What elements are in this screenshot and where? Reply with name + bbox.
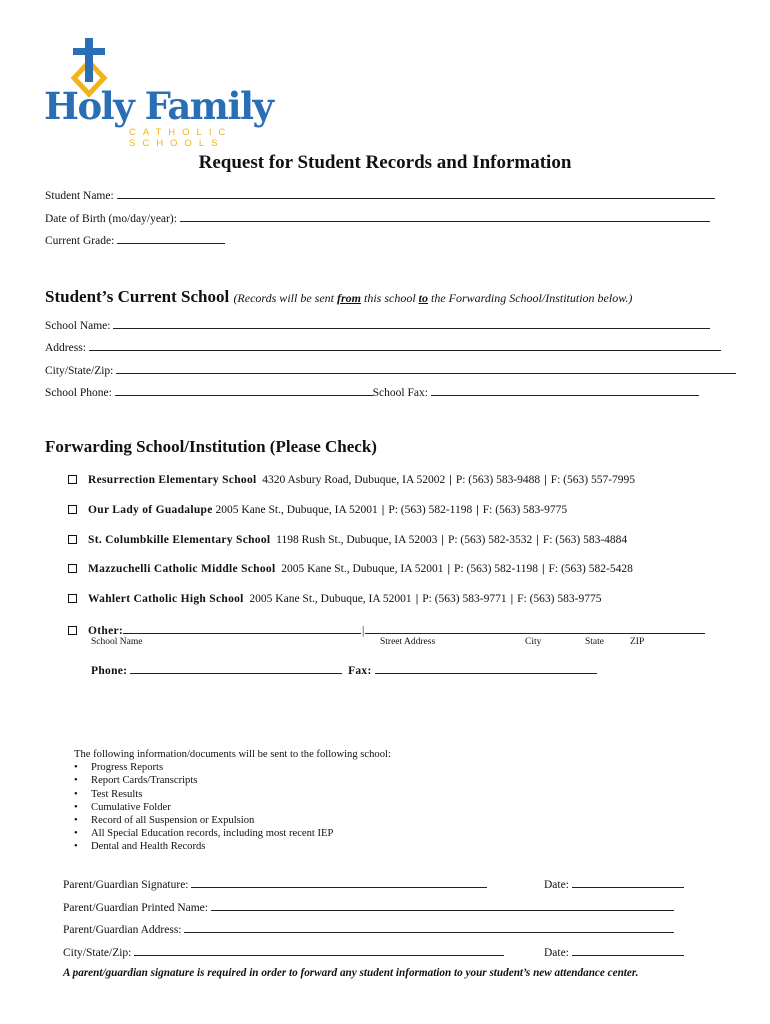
other-phone-field[interactable] — [130, 663, 342, 674]
forward-option-other[interactable]: Other: | — [68, 623, 705, 637]
checkbox[interactable] — [68, 475, 77, 484]
school-name-row — [45, 318, 710, 332]
guardian-csz-row — [63, 945, 504, 959]
dob-label: Date of Birth (mo/day/year): — [45, 213, 177, 225]
current-school-note: (Records will be sent from this school to the Forwarding School/Institution below.) — [233, 291, 633, 305]
school-address-field[interactable] — [89, 340, 721, 351]
other-fax-label: Fax: — [348, 665, 372, 677]
school-csz-row — [45, 363, 736, 377]
list-item: • Record of all Suspension or Expulsion — [74, 814, 391, 827]
school-name-field[interactable] — [113, 318, 710, 329]
forward-option[interactable]: Our Lady of Guadalupe 2005 Kane St., Dubuque, IA 52001 | P: (563) 582-1198 | F: (563) 583-9775 — [68, 504, 567, 516]
checkbox[interactable] — [68, 626, 77, 635]
documents-section — [74, 748, 391, 854]
guardian-address-label: Parent/Guardian Address: — [63, 924, 182, 936]
guardian-csz-label: City/State/Zip: — [63, 947, 132, 959]
caption-city: City — [525, 637, 542, 647]
school-phone-row — [45, 385, 699, 399]
page-title: Request for Student Records and Information — [198, 152, 572, 173]
date2-label: Date: — [544, 947, 569, 959]
school-fax-field[interactable] — [431, 385, 699, 396]
student-name-label: Student Name: — [45, 190, 114, 202]
caption-school: School Name — [91, 637, 143, 647]
documents-list — [74, 761, 391, 853]
school-csz-field[interactable] — [116, 363, 736, 374]
signature-row — [63, 877, 487, 891]
list-item: • Dental and Health Records — [74, 840, 391, 853]
current-school-heading — [45, 287, 632, 307]
date2-row — [544, 945, 684, 959]
guardian-address-row — [63, 922, 674, 936]
printed-name-row — [63, 900, 674, 914]
caption-street: Street Address — [380, 637, 436, 647]
logo — [44, 36, 334, 149]
date-row — [544, 877, 684, 891]
school-phone-field[interactable] — [115, 385, 373, 396]
grade-label: Current Grade: — [45, 235, 115, 247]
printed-name-label: Parent/Guardian Printed Name: — [63, 902, 208, 914]
school-address-row — [45, 340, 721, 354]
checkbox[interactable] — [68, 564, 77, 573]
student-name-field[interactable] — [117, 188, 715, 199]
date2-field[interactable] — [572, 945, 684, 956]
checkbox[interactable] — [68, 535, 77, 544]
forward-option[interactable]: St. Columbkille Elementary School 1198 Rush St., Dubuque, IA 52003 | P: (563) 582-3532 | F: (563) 583-4884 — [68, 534, 627, 546]
school-address-label: Address: — [45, 342, 86, 354]
forward-option[interactable]: Resurrection Elementary School 4320 Asbury Road, Dubuque, IA 52002 | P: (563) 583-9488 | F: (563) 557-7995 — [68, 474, 635, 486]
guardian-address-field[interactable] — [184, 922, 674, 933]
school-name-label: School Name: — [45, 320, 111, 332]
forwarding-heading: Forwarding School/Institution (Please Check) — [45, 437, 377, 456]
school-csz-label: City/State/Zip: — [45, 365, 114, 377]
forward-option[interactable]: Mazzuchelli Catholic Middle School 2005 Kane St., Dubuque, IA 52001 | P: (563) 582-1198 | F: (563) 582-5428 — [68, 563, 633, 575]
list-item: • Cumulative Folder — [74, 801, 391, 814]
list-item: • Test Results — [74, 788, 391, 801]
list-item: • Report Cards/Transcripts — [74, 774, 391, 787]
other-school-field[interactable] — [123, 623, 361, 634]
school-fax-label: School Fax: — [372, 387, 428, 399]
other-phone-row — [91, 663, 597, 677]
signature-field[interactable] — [191, 877, 487, 888]
list-item: • All Special Education records, including most recent IEP — [74, 827, 391, 840]
other-phone-label: Phone: — [91, 665, 128, 677]
logo-brand: Holy Family — [44, 84, 273, 128]
grade-field[interactable] — [117, 233, 225, 244]
other-fax-field[interactable] — [375, 663, 597, 674]
other-address-field[interactable] — [365, 623, 705, 634]
caption-state: State — [585, 637, 604, 647]
checkbox[interactable] — [68, 505, 77, 514]
grade-row — [45, 233, 225, 247]
current-school-title: Student’s Current School — [45, 287, 230, 306]
forward-option[interactable]: Wahlert Catholic High School 2005 Kane St., Dubuque, IA 52001 | P: (563) 583-9771 | F: (563) 583-9775 — [68, 593, 601, 605]
checkbox[interactable] — [68, 594, 77, 603]
documents-intro: The following information/documents will be sent to the following school: — [74, 749, 391, 760]
date-field[interactable] — [572, 877, 684, 888]
date-label: Date: — [544, 879, 569, 891]
printed-name-field[interactable] — [211, 900, 674, 911]
logo-subtitle: CATHOLIC SCHOOLS — [129, 127, 233, 149]
signature-label: Parent/Guardian Signature: — [63, 879, 189, 891]
student-name-row — [45, 188, 715, 202]
caption-zip: ZIP — [630, 637, 645, 647]
footer-note: A parent/guardian signature is required in order to forward any student information to your student’s new attendance center. — [63, 967, 639, 979]
school-phone-label: School Phone: — [45, 387, 112, 399]
dob-field[interactable] — [180, 211, 710, 222]
list-item: • Progress Reports — [74, 761, 391, 774]
dob-row — [45, 211, 710, 225]
guardian-csz-field[interactable] — [134, 945, 504, 956]
other-label: Other: — [88, 625, 124, 637]
